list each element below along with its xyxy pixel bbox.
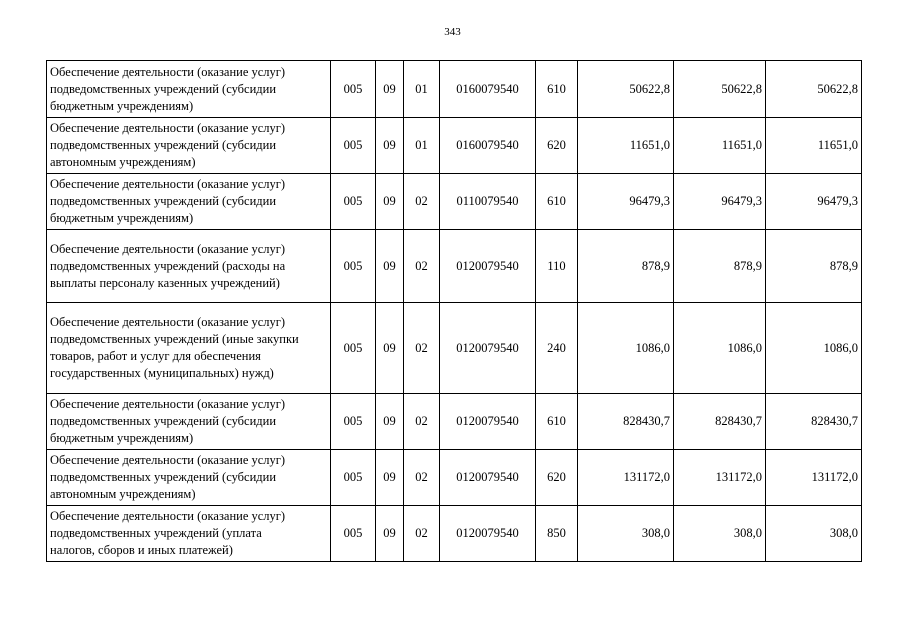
table-row (47, 61, 862, 118)
target-article-code: 0120079540 (440, 506, 536, 562)
expense-description (47, 303, 331, 394)
expense-type-code: 240 (536, 303, 578, 394)
amount-year-3: 96479,3 (766, 174, 862, 230)
amount-year-2: 828430,7 (674, 394, 766, 450)
section-code: 09 (376, 230, 404, 303)
subsection-code: 01 (404, 61, 440, 118)
ministry-code: 005 (331, 394, 376, 450)
expense-type-code: 110 (536, 230, 578, 303)
description-line: Обеспечение деятельности (оказание услуг) (50, 509, 286, 523)
ministry-code: 005 (331, 61, 376, 118)
description-line: выплаты персоналу казенных учреждений) (50, 275, 280, 290)
description-line: бюджетным учреждениям) (50, 98, 194, 113)
amount-year-3: 878,9 (766, 230, 862, 303)
expense-type-code: 610 (536, 394, 578, 450)
description-line: товаров, работ и услуг для обеспечения (50, 349, 261, 363)
section-code: 09 (376, 394, 404, 450)
table-row (47, 303, 862, 394)
ministry-code: 005 (331, 303, 376, 394)
amount-year-3: 308,0 (766, 506, 862, 562)
subsection-code: 02 (404, 303, 440, 394)
amount-year-1: 131172,0 (578, 450, 674, 506)
expense-description (47, 394, 331, 450)
amount-year-2: 50622,8 (674, 61, 766, 118)
target-article-code: 0160079540 (440, 61, 536, 118)
budget-table (46, 60, 862, 562)
expense-description (47, 118, 331, 174)
description-line: подведомственных учреждений (субсидии (50, 81, 277, 96)
section-code: 09 (376, 118, 404, 174)
amount-year-3: 131172,0 (766, 450, 862, 506)
table-row (47, 174, 862, 230)
table-row (47, 230, 862, 303)
expense-type-code: 620 (536, 118, 578, 174)
amount-year-1: 11651,0 (578, 118, 674, 174)
subsection-code: 01 (404, 118, 440, 174)
subsection-code: 02 (404, 450, 440, 506)
amount-year-3: 11651,0 (766, 118, 862, 174)
table-row (47, 506, 862, 562)
amount-year-2: 308,0 (674, 506, 766, 562)
expense-description (47, 450, 331, 506)
amount-year-3: 828430,7 (766, 394, 862, 450)
description-line: бюджетным учреждениям) (50, 431, 194, 445)
amount-year-1: 308,0 (578, 506, 674, 562)
amount-year-1: 50622,8 (578, 61, 674, 118)
description-line: Обеспечение деятельности (оказание услуг) (50, 64, 286, 79)
description-line: подведомственных учреждений (иные закупки (50, 332, 299, 346)
amount-year-2: 11651,0 (674, 118, 766, 174)
ministry-code: 005 (331, 230, 376, 303)
description-line: Обеспечение деятельности (оказание услуг) (50, 241, 286, 256)
description-line: Обеспечение деятельности (оказание услуг) (50, 315, 286, 329)
amount-year-1: 96479,3 (578, 174, 674, 230)
section-code: 09 (376, 174, 404, 230)
ministry-code: 005 (331, 174, 376, 230)
amount-year-1: 1086,0 (578, 303, 674, 394)
expense-description (47, 506, 331, 562)
amount-year-1: 828430,7 (578, 394, 674, 450)
expense-type-code: 610 (536, 61, 578, 118)
target-article-code: 0160079540 (440, 118, 536, 174)
ministry-code: 005 (331, 450, 376, 506)
amount-year-2: 878,9 (674, 230, 766, 303)
description-line: подведомственных учреждений (расходы на (50, 258, 286, 273)
description-line: бюджетным учреждениям) (50, 211, 194, 225)
target-article-code: 0120079540 (440, 303, 536, 394)
amount-year-3: 1086,0 (766, 303, 862, 394)
description-line: подведомственных учреждений (субсидии (50, 138, 277, 152)
section-code: 09 (376, 450, 404, 506)
table-body (47, 61, 862, 562)
description-line: Обеспечение деятельности (оказание услуг) (50, 177, 286, 191)
section-code: 09 (376, 303, 404, 394)
description-line: подведомственных учреждений (субсидии (50, 470, 277, 484)
target-article-code: 0120079540 (440, 450, 536, 506)
description-line: налогов, сборов и иных платежей) (50, 543, 233, 557)
amount-year-2: 1086,0 (674, 303, 766, 394)
subsection-code: 02 (404, 174, 440, 230)
expense-type-code: 850 (536, 506, 578, 562)
description-line: подведомственных учреждений (субсидии (50, 194, 277, 208)
description-line: автономным учреждениям) (50, 155, 196, 169)
target-article-code: 0110079540 (440, 174, 536, 230)
table-row (47, 118, 862, 174)
expense-type-code: 610 (536, 174, 578, 230)
description-line: подведомственных учреждений (уплата (50, 526, 262, 540)
expense-description (47, 230, 331, 303)
target-article-code: 0120079540 (440, 230, 536, 303)
description-line: подведомственных учреждений (субсидии (50, 414, 277, 428)
section-code: 09 (376, 506, 404, 562)
description-line: государственных (муниципальных) нужд) (50, 366, 274, 380)
expense-description (47, 61, 331, 118)
amount-year-2: 96479,3 (674, 174, 766, 230)
ministry-code: 005 (331, 118, 376, 174)
target-article-code: 0120079540 (440, 394, 536, 450)
table-row (47, 394, 862, 450)
subsection-code: 02 (404, 394, 440, 450)
section-code: 09 (376, 61, 404, 118)
expense-description (47, 174, 331, 230)
description-line: Обеспечение деятельности (оказание услуг) (50, 453, 286, 467)
amount-year-2: 131172,0 (674, 450, 766, 506)
expense-type-code: 620 (536, 450, 578, 506)
page-number: 343 (444, 26, 461, 38)
description-line: Обеспечение деятельности (оказание услуг) (50, 121, 286, 135)
amount-year-1: 878,9 (578, 230, 674, 303)
description-line: Обеспечение деятельности (оказание услуг) (50, 397, 286, 411)
subsection-code: 02 (404, 230, 440, 303)
subsection-code: 02 (404, 506, 440, 562)
description-line: автономным учреждениям) (50, 487, 196, 501)
table-row (47, 450, 862, 506)
amount-year-3: 50622,8 (766, 61, 862, 118)
ministry-code: 005 (331, 506, 376, 562)
